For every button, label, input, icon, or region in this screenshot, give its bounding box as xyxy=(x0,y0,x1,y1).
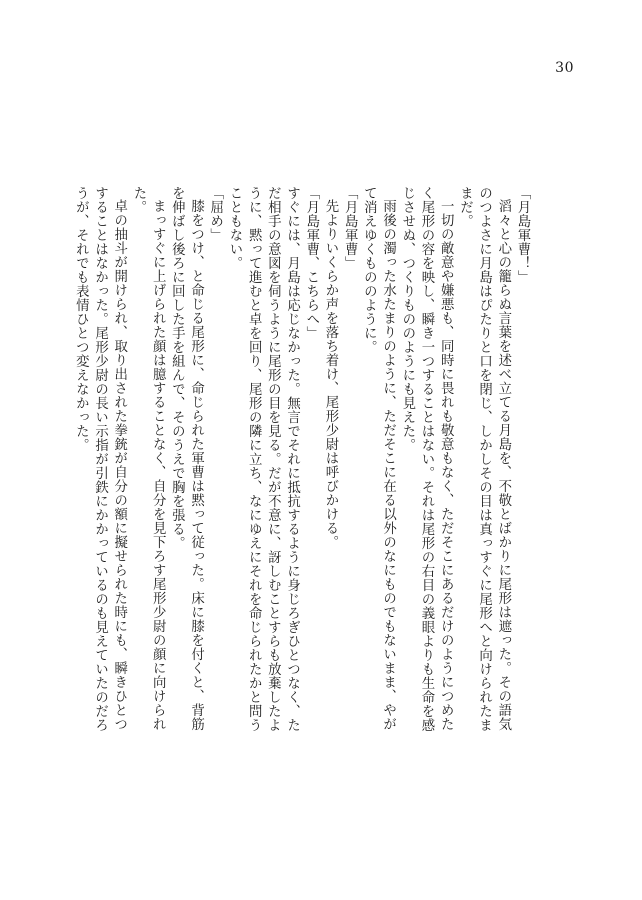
paragraph: すぐには、月島は応じなかった。無言でそれに抵抗するように身じろぎひとつなく、ただ相手の意図を伺うように尾形の目を見る。だが不意に、訝しむことすらも放棄したように、黙って進むと卓を回り、尾形の隣に立ち、なにゆえにそれを命じられたかと問うこともない。 xyxy=(226,186,300,732)
paragraph: まっすぐに上げられた顔は臆することなく、自分を見下ろす尾形少尉の顔に向けられた。 xyxy=(130,186,166,732)
paragraph: 「月島軍曹、こちらへ」 xyxy=(303,186,319,340)
paragraph: 膝をつけ、と命じる尾形に、命じられた軍曹は黙って従った。床に膝を付くと、背筋を伸ばし後ろに回した手を組んで、そのうえで胸を張る。 xyxy=(169,186,204,732)
paragraph: 卓の抽斗が開けられ、取り出された拳銃が自分の額に擬せられた時にも、瞬きひとつすることはなかった。尾形少尉の長い示指が引鉄にかかっているのも見えていたのだろうが、それでも表情ひとつ変えなかった。 xyxy=(73,186,127,732)
page-number: 30 xyxy=(555,60,574,76)
paragraph: 「月島軍曹」 xyxy=(342,186,358,270)
paragraph: 一切の敵意や嫌悪も、同時に畏れも敬意もなく、ただそこにあるだけのようにつめたく尾形の容を映し、瞬き一つすることはない。それは尾形の右目の義眼よりも生命を感じさせぬ、つくりもののようにも見えた。 xyxy=(399,186,454,732)
paragraph: 「屈め」 xyxy=(207,186,223,242)
paragraph: 滔々と心の籠らぬ言葉を述べ立てる月島を、不敬とばかりに尾形は遮った。その語気のつよさに月島はぴたりと口を閉じ、しかしその目は真っすぐに尾形へと向けられたままだ。 xyxy=(457,186,511,732)
vertical-text-block xyxy=(73,186,532,734)
paragraph: 先よりいくらか声を落ち着け、尾形少尉は呼びかける。 xyxy=(322,199,338,550)
paragraph: 「月島軍曹！」 xyxy=(515,186,530,284)
paragraph: 雨後の濁った水たまりのように、ただそこに在る以外のなにものでもないまま、やがて消えゆくもののように。 xyxy=(361,186,396,732)
